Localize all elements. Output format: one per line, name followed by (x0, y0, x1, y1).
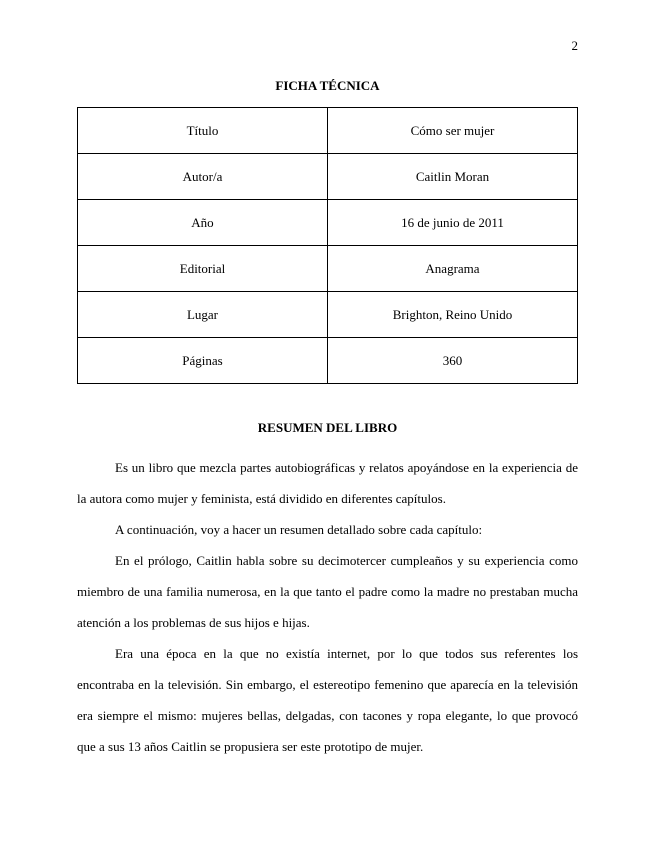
resumen-body (77, 452, 578, 762)
table-row (78, 292, 578, 338)
table-value-cell: 360 (328, 338, 578, 384)
table-row (78, 246, 578, 292)
ficha-tecnica-table (77, 107, 578, 384)
table-value-cell: Cómo ser mujer (328, 108, 578, 154)
table-row (78, 108, 578, 154)
body-paragraph: Era una época en la que no existía internet, por lo que todos sus referentes los encontraba en la televisión. Sin embargo, el estereotipo femenino que aparecía en la televisión era siempre el mismo: mujeres bellas, delgadas, con tacones y ropa elegante, lo que provocó que a sus 13 años Caitlin se propusiera ser este prototipo de mujer. (77, 646, 578, 754)
table-row (78, 200, 578, 246)
table-value-cell: Caitlin Moran (328, 154, 578, 200)
table-row (78, 338, 578, 384)
table-row (78, 154, 578, 200)
table-value-cell: Brighton, Reino Unido (328, 292, 578, 338)
ficha-tecnica-title: FICHA TÉCNICA (275, 78, 380, 93)
table-value-cell: Anagrama (328, 246, 578, 292)
body-paragraph: En el prólogo, Caitlin habla sobre su decimotercer cumpleaños y su experiencia como miembro de una familia numerosa, en la que tanto el padre como la madre no prestaban mucha atención a los problemas de sus hijos e hijas. (77, 553, 578, 630)
body-paragraph: A continuación, voy a hacer un resumen detallado sobre cada capítulo: (115, 522, 483, 537)
page-number: 2 (571, 38, 578, 53)
table-label-cell: Editorial (78, 246, 328, 292)
table-label-cell: Páginas (78, 338, 328, 384)
table-label-cell: Lugar (78, 292, 328, 338)
resumen-title: RESUMEN DEL LIBRO (257, 420, 398, 435)
table-label-cell: Año (78, 200, 328, 246)
body-paragraph: Es un libro que mezcla partes autobiográficas y relatos apoyándose en la experiencia de la autora como mujer y feminista, está dividido en diferentes capítulos. (77, 460, 578, 506)
table-value-cell: 16 de junio de 2011 (328, 200, 578, 246)
table-label-cell: Autor/a (78, 154, 328, 200)
table-label-cell: Título (78, 108, 328, 154)
